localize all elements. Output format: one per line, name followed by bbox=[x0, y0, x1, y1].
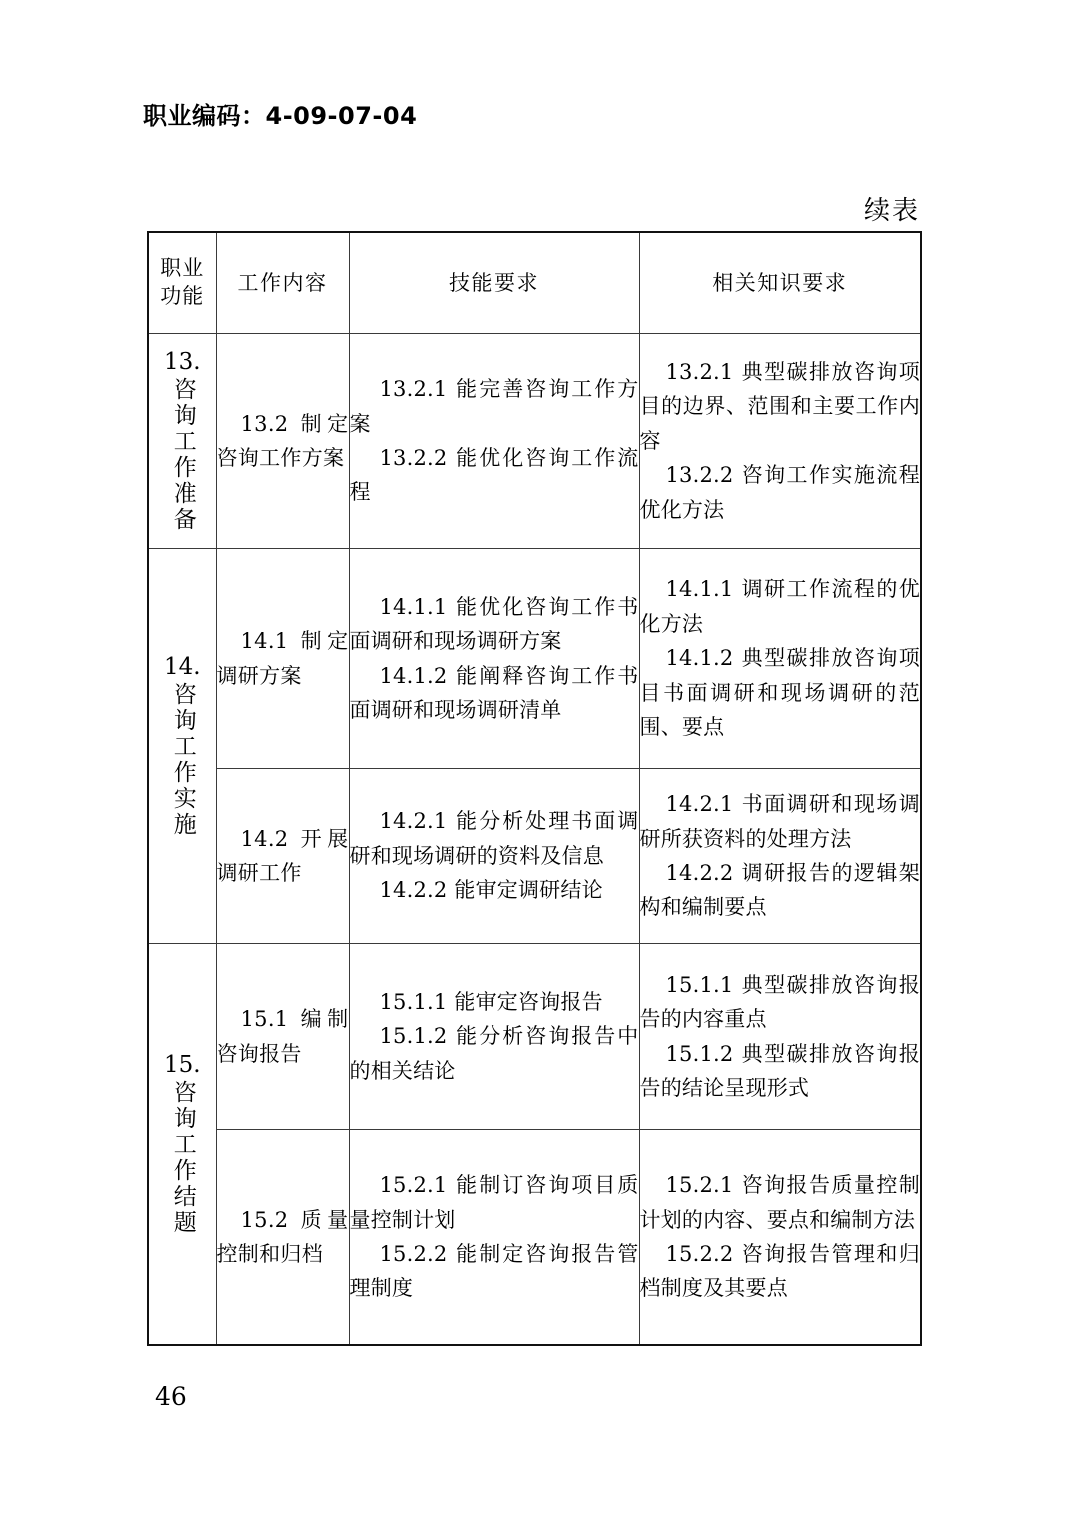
page-number: 46 bbox=[155, 1382, 187, 1411]
work-content-text: 13.2 制定咨询工作方案 bbox=[216, 411, 349, 470]
knowledge-cell bbox=[639, 549, 921, 769]
work-content-text: 14.1 制定调研方案 bbox=[216, 629, 349, 688]
knowledge-cell bbox=[639, 334, 921, 549]
skill-item: 15.1.2 能分析咨询报告中的相关结论 bbox=[349, 1024, 639, 1083]
knowledge-item: 13.2.2 咨询工作实施流程优化方法 bbox=[639, 463, 920, 522]
skill-item: 13.2.1 能完善咨询工作方案 bbox=[349, 377, 639, 436]
header-function-line2: 功能 bbox=[160, 284, 205, 308]
work-content-cell bbox=[216, 1130, 349, 1346]
knowledge-cell bbox=[639, 944, 921, 1130]
skill-item: 15.1.1 能审定咨询报告 bbox=[379, 989, 603, 1014]
knowledge-cell bbox=[639, 1130, 921, 1346]
work-content-cell bbox=[216, 549, 349, 769]
knowledge-item: 14.2.1 书面调研和现场调研所获资料的处理方法 bbox=[639, 792, 920, 851]
function-number: 13. bbox=[163, 348, 201, 375]
function-number: 14. bbox=[163, 653, 201, 680]
function-cell bbox=[148, 334, 216, 549]
skill-cell bbox=[349, 944, 639, 1130]
knowledge-item: 14.1.2 典型碳排放咨询项目书面调研和现场调研的范围、要点 bbox=[639, 646, 920, 740]
header-cell-skill: 技能要求 bbox=[349, 232, 639, 334]
work-content-text: 15.1 编制咨询报告 bbox=[216, 1007, 349, 1066]
table-row bbox=[148, 769, 921, 944]
header-function-line1: 职业 bbox=[160, 256, 205, 281]
skill-cell bbox=[349, 1130, 639, 1346]
work-content-cell bbox=[216, 944, 349, 1130]
work-content-cell bbox=[216, 769, 349, 944]
knowledge-item: 15.1.1 典型碳排放咨询报告的内容重点 bbox=[639, 972, 920, 1032]
continued-table-caption: 续表 bbox=[863, 196, 920, 226]
table-row bbox=[148, 944, 921, 1130]
knowledge-cell bbox=[639, 769, 921, 944]
table-row bbox=[148, 1130, 921, 1346]
skill-item: 15.2.2 能制定咨询报告管理制度 bbox=[349, 1242, 639, 1301]
knowledge-item: 15.1.2 典型碳排放咨询报告的结论呈现形式 bbox=[639, 1041, 920, 1100]
function-name: 咨询工作实施 bbox=[169, 682, 196, 839]
skill-cell bbox=[349, 769, 639, 944]
knowledge-item: 13.2.1 典型碳排放咨询项目的边界、范围和主要工作内容 bbox=[639, 359, 920, 453]
table-row bbox=[148, 549, 921, 769]
knowledge-item: 15.2.1 咨询报告质量控制计划的内容、要点和编制方法 bbox=[639, 1173, 920, 1232]
knowledge-item: 14.2.2 调研报告的逻辑架构和编制要点 bbox=[639, 861, 920, 920]
skill-item: 15.2.1 能制订咨询项目质量控制计划 bbox=[349, 1173, 639, 1232]
knowledge-item: 14.1.1 调研工作流程的优化方法 bbox=[639, 577, 920, 636]
function-cell bbox=[148, 549, 216, 944]
work-content-text: 15.2 质量控制和归档 bbox=[216, 1207, 349, 1266]
table-header-row bbox=[148, 232, 921, 334]
skill-item: 13.2.2 能优化咨询工作流程 bbox=[349, 446, 639, 505]
skill-item: 14.1.1 能优化咨询工作书面调研和现场调研方案 bbox=[349, 594, 639, 654]
function-name: 咨询工作结题 bbox=[169, 1080, 196, 1237]
function-cell bbox=[148, 944, 216, 1346]
skill-item: 14.1.2 能阐释咨询工作书面调研和现场调研清单 bbox=[349, 663, 639, 722]
header-cell-function bbox=[148, 232, 216, 334]
header-cell-knowledge: 相关知识要求 bbox=[639, 232, 921, 334]
table-row bbox=[148, 334, 921, 549]
function-number: 15. bbox=[163, 1051, 201, 1078]
skill-cell bbox=[349, 334, 639, 549]
work-content-text: 14.2 开展调研工作 bbox=[216, 826, 349, 885]
header-cell-work-content: 工作内容 bbox=[216, 232, 349, 334]
knowledge-item: 15.2.2 咨询报告管理和归档制度及其要点 bbox=[639, 1242, 920, 1301]
skill-cell bbox=[349, 549, 639, 769]
skill-item: 14.2.1 能分析处理书面调研和现场调研的资料及信息 bbox=[349, 809, 639, 868]
function-name: 咨询工作准备 bbox=[169, 377, 196, 534]
skill-item: 14.2.2 能审定调研结论 bbox=[379, 878, 603, 903]
skill-standard-table bbox=[147, 231, 920, 1346]
work-content-cell bbox=[216, 334, 349, 549]
running-head: 职业编码：4-09-07-04 bbox=[143, 102, 418, 130]
